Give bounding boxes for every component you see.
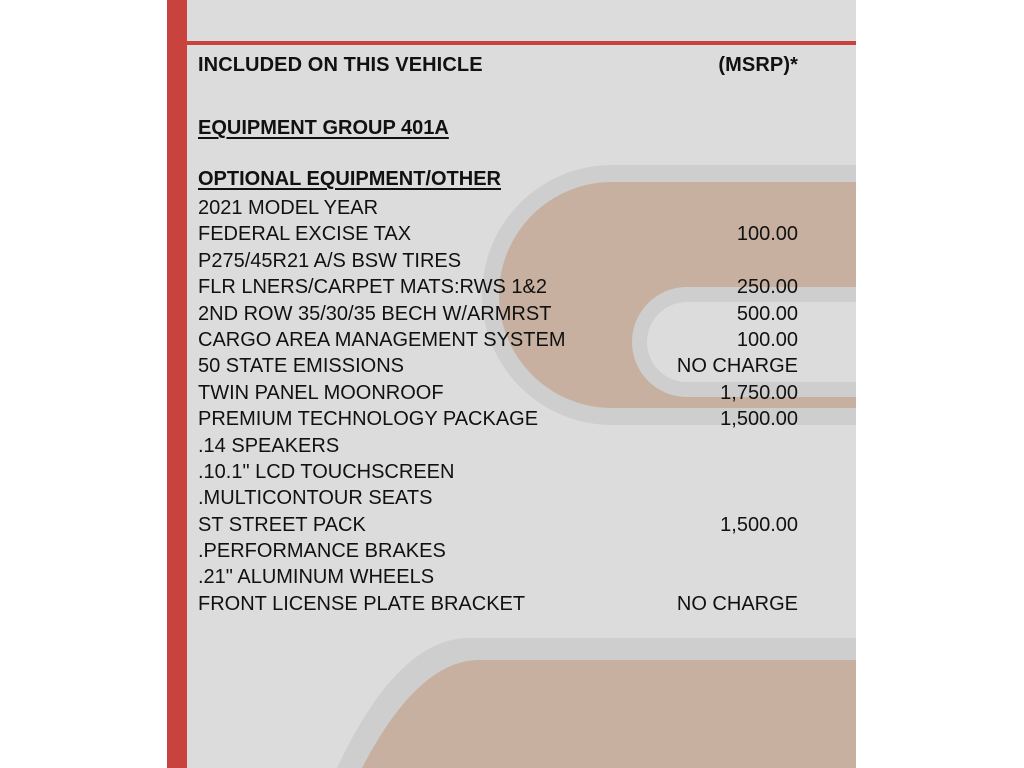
list-item: [198, 591, 798, 617]
optional-equipment-heading: OPTIONAL EQUIPMENT/OTHER: [198, 168, 501, 190]
item-label: .21" ALUMINUM WHEELS: [198, 566, 435, 589]
item-label: 50 STATE EMISSIONS: [198, 355, 404, 378]
sticker-content: [198, 0, 798, 768]
list-item: [198, 301, 798, 327]
item-price: 1,750.00: [720, 381, 798, 404]
item-label: FRONT LICENSE PLATE BRACKET: [198, 592, 526, 615]
item-price: 250.00: [736, 276, 798, 299]
item-label: .10.1" LCD TOUCHSCREEN: [198, 460, 455, 483]
equipment-group-heading: EQUIPMENT GROUP 401A: [198, 117, 449, 139]
item-price: 100.00: [736, 223, 798, 246]
item-price: NO CHARGE: [676, 355, 798, 378]
item-label: FEDERAL EXCISE TAX: [198, 223, 412, 246]
item-price: 1,500.00: [720, 408, 798, 431]
list-item: [198, 564, 798, 590]
item-label: PREMIUM TECHNOLOGY PACKAGE: [198, 408, 539, 431]
item-price: 1,500.00: [720, 513, 798, 536]
list-item: [198, 380, 798, 406]
list-item: [198, 195, 798, 221]
left-accent-bar: [167, 0, 187, 768]
item-label: FLR LNERS/CARPET MATS:RWS 1&2: [198, 276, 547, 299]
equipment-list: [198, 195, 798, 617]
item-label: 2021 MODEL YEAR: [198, 197, 379, 219]
window-sticker: [167, 0, 856, 768]
item-label: ST STREET PACK: [198, 513, 366, 536]
list-item: [198, 459, 798, 485]
item-price: NO CHARGE: [676, 592, 798, 615]
column-header: [198, 54, 798, 77]
item-label: .PERFORMANCE BRAKES: [198, 540, 446, 563]
msrp-heading: (MSRP)*: [718, 54, 798, 76]
item-label: CARGO AREA MANAGEMENT SYSTEM: [198, 328, 566, 351]
item-label: .MULTICONTOUR SEATS: [198, 487, 433, 510]
item-label: .14 SPEAKERS: [198, 434, 340, 457]
item-label: TWIN PANEL MOONROOF: [198, 381, 444, 404]
list-item: [198, 512, 798, 538]
list-item: [198, 433, 798, 459]
item-label: 2ND ROW 35/30/35 BECH W/ARMRST: [198, 302, 552, 325]
list-item: [198, 485, 798, 511]
list-item: [198, 538, 798, 564]
list-item: [198, 353, 798, 379]
item-price: 500.00: [736, 302, 798, 325]
list-item: [198, 406, 798, 432]
list-item: [198, 327, 798, 353]
item-label: P275/45R21 A/S BSW TIRES: [198, 249, 462, 272]
included-heading: INCLUDED ON THIS VEHICLE: [198, 54, 483, 76]
item-price: 100.00: [736, 328, 798, 351]
list-item: [198, 248, 798, 274]
list-item: [198, 274, 798, 300]
list-item: [198, 221, 798, 247]
